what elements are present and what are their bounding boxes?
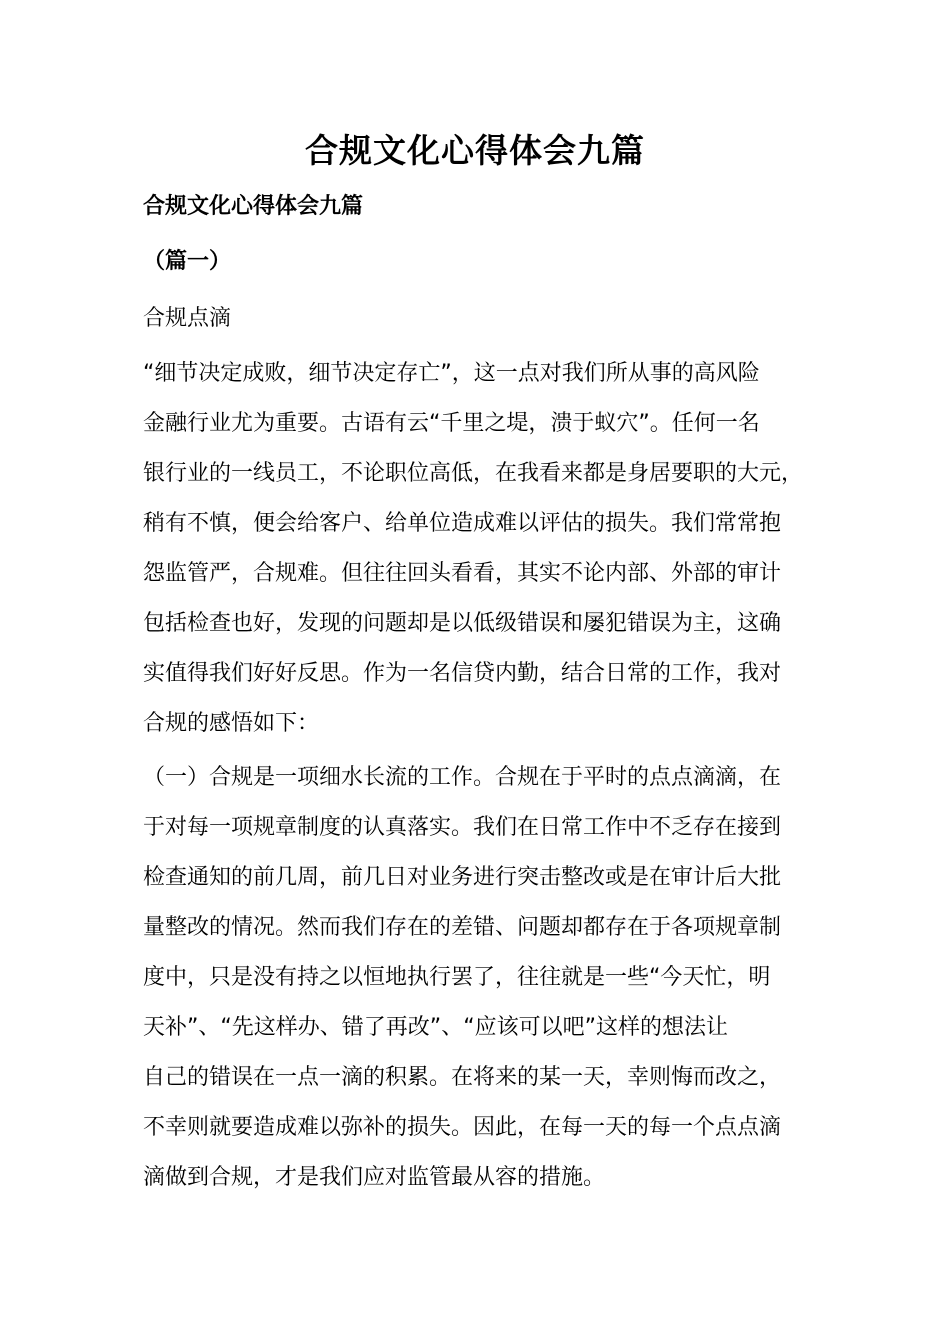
paragraph-line: 怨监管严，合规难。但往往回头看看，其实不论内部、外部的审计 [143,561,782,586]
paragraph-2 [143,753,813,1203]
section-label: （篇一） [143,249,232,274]
paragraph-line: 金融行业尤为重要。古语有云“千里之堤，溃于蚁穴”。任何一名 [143,411,760,436]
document-title: 合规文化心得体会九篇 [305,131,645,170]
paragraph-line: 实值得我们好好反思。作为一名信贷内勤，结合日常的工作，我对 [143,661,782,686]
paragraph-line: 于对每一项规章制度的认真落实。我们在日常工作中不乏存在接到 [143,815,782,840]
paragraph-line: 银行业的一线员工，不论职位高低，在我看来都是身居要职的大元， [143,461,804,486]
paragraph-line: 自己的错误在一点一滴的积累。在将来的某一天，幸则悔而改之， [143,1065,782,1090]
paragraph-line: 检查通知的前几周，前几日对业务进行突击整改或是在审计后大批 [143,865,782,890]
paragraph-line: 稍有不慎，便会给客户、给单位造成难以评估的损失。我们常常抱 [143,511,782,536]
document-subtitle: 合规文化心得体会九篇 [143,194,364,219]
paragraph-line: 天补”、“先这样办、错了再改”、“应该可以吧”这样的想法让 [143,1015,728,1040]
paragraph-line: 量整改的情况。然而我们存在的差错、问题却都存在于各项规章制 [143,915,782,940]
paragraph-1 [143,349,813,749]
paragraph-line: 合规的感悟如下： [143,711,320,736]
article-heading: 合规点滴 [143,306,232,331]
paragraph-line: （一）合规是一项细水长流的工作。合规在于平时的点点滴滴，在 [143,765,782,790]
paragraph-line: 度中，只是没有持之以恒地执行罢了，往往就是一些“今天忙，明 [143,965,771,990]
paragraph-line: 不幸则就要造成难以弥补的损失。因此，在每一天的每一个点点滴 [143,1115,782,1140]
paragraph-line: 滴做到合规，才是我们应对监管最从容的措施。 [143,1165,606,1190]
paragraph-line: “细节决定成败，细节决定存亡”，这一点对我们所从事的高风险 [143,361,760,386]
paragraph-line: 包括检查也好，发现的问题却是以低级错误和屡犯错误为主，这确 [143,611,782,636]
